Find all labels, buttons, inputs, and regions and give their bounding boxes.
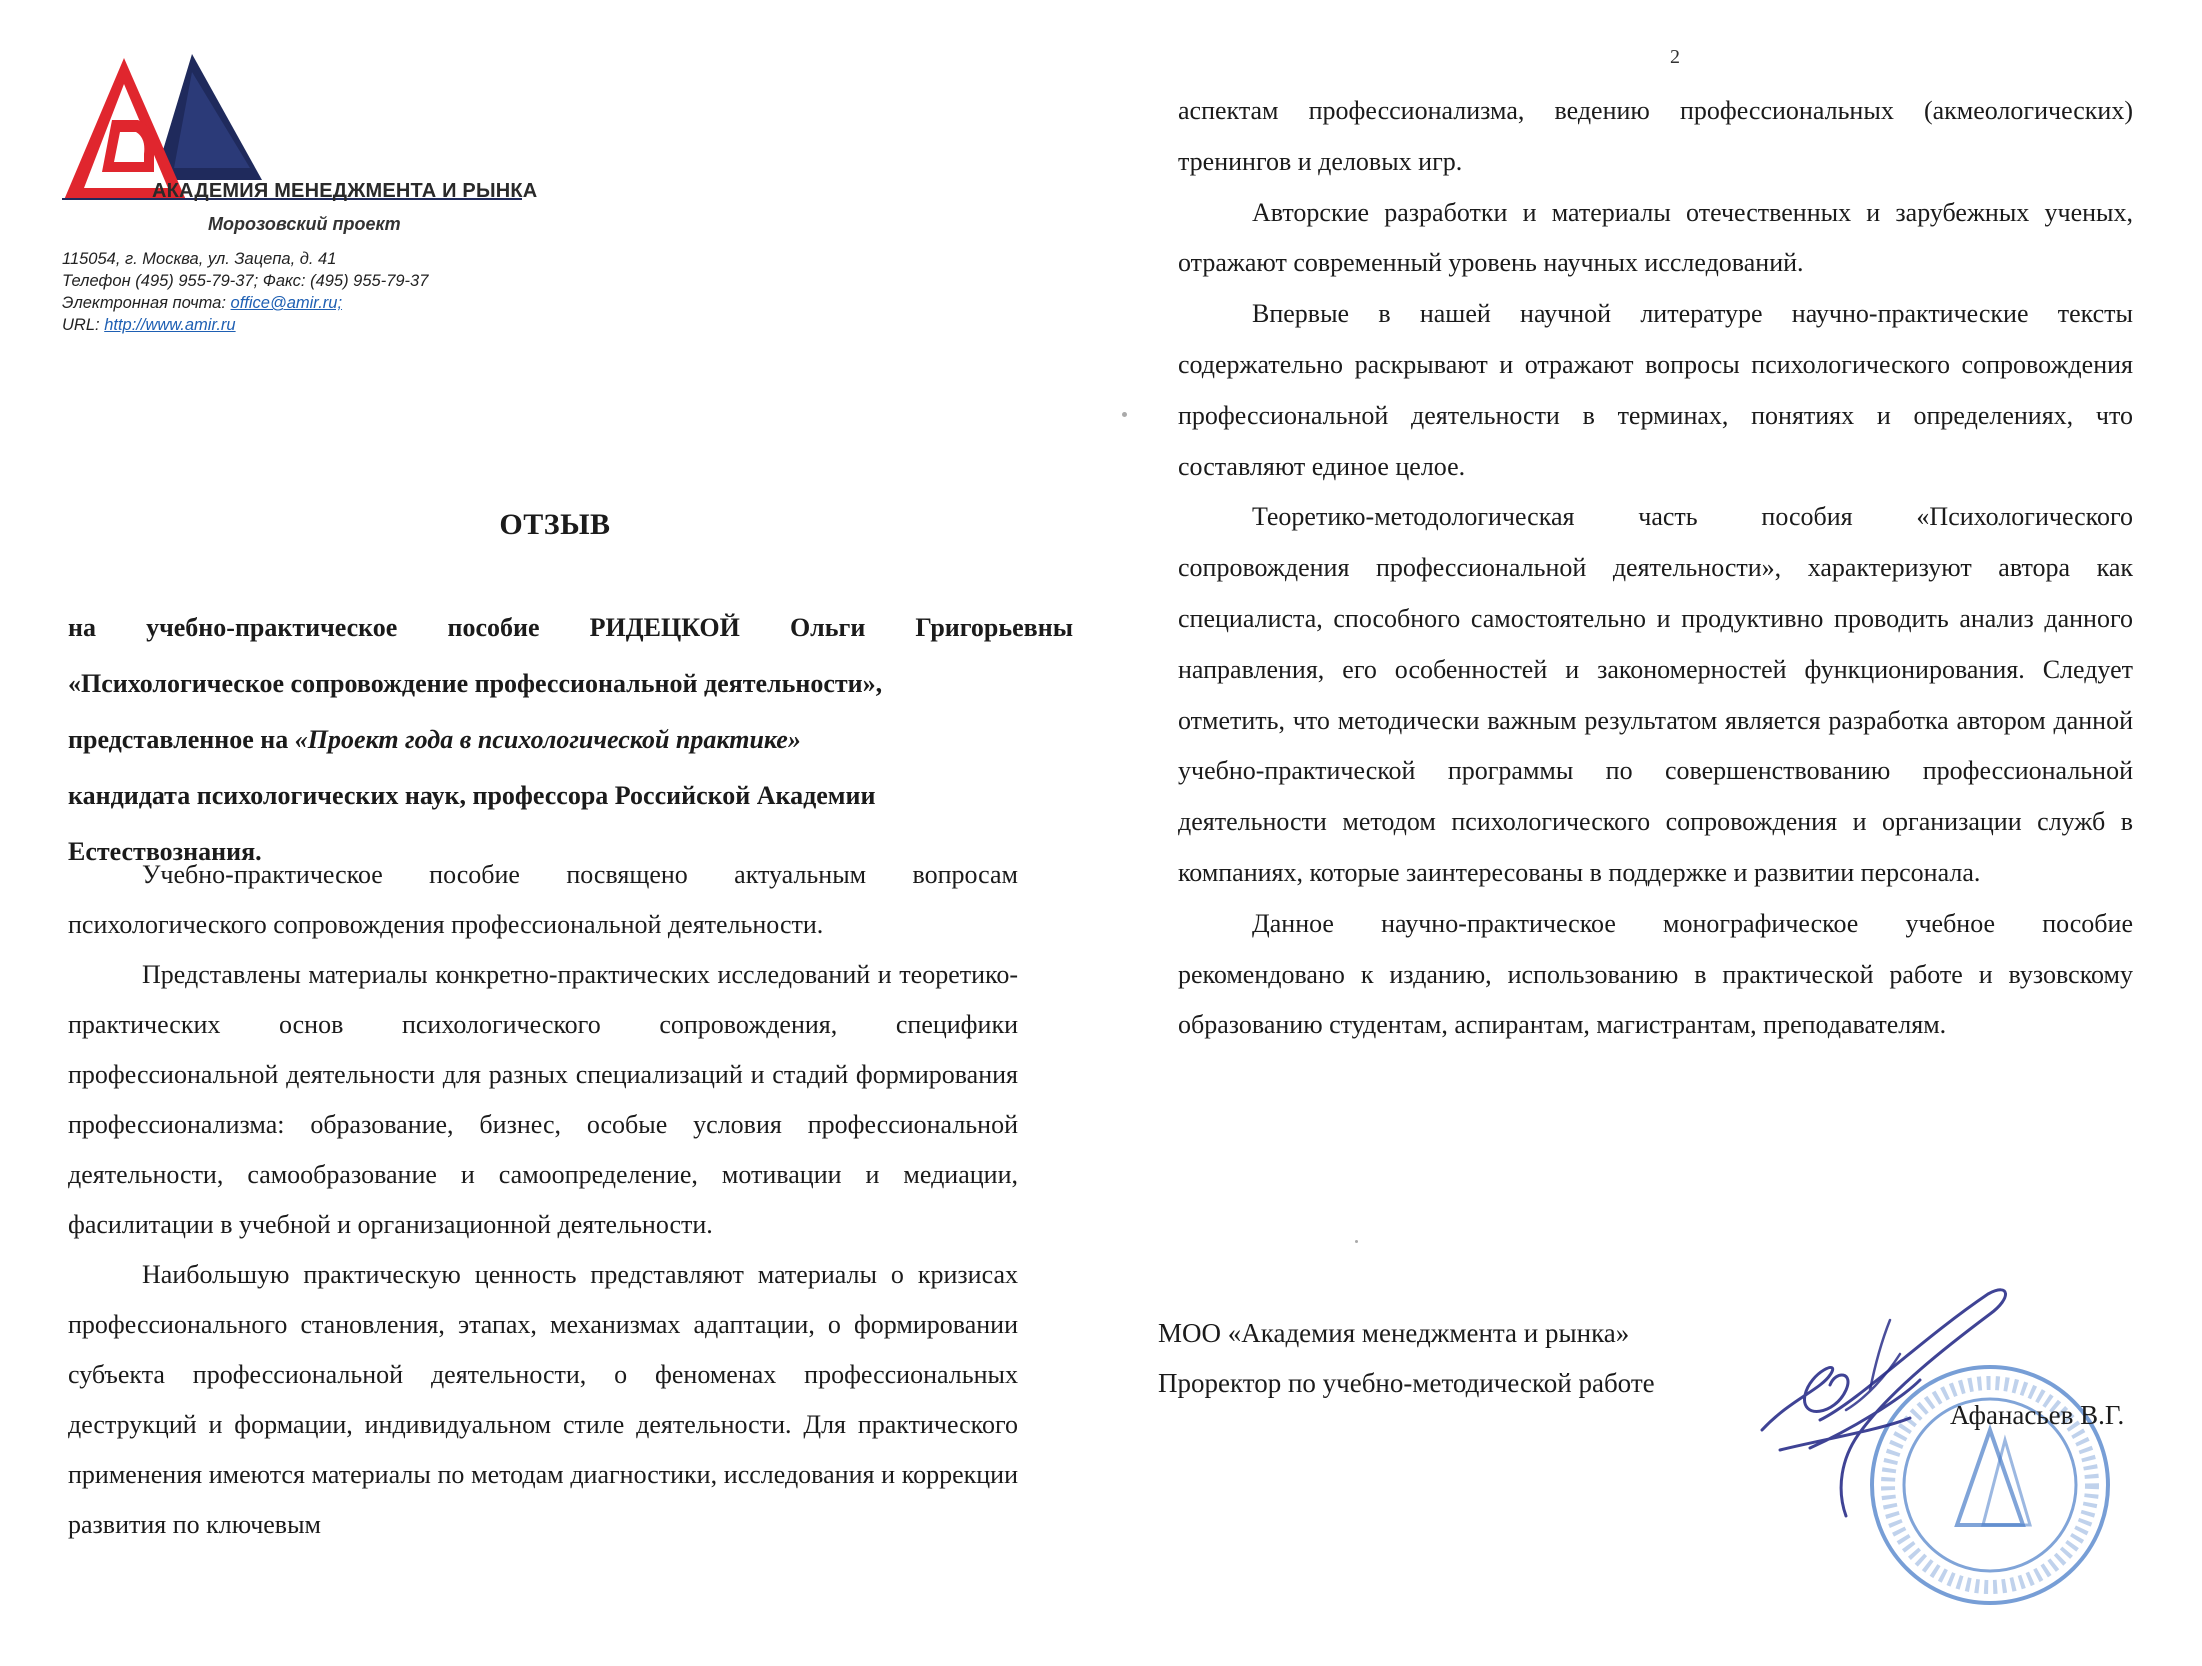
page-2-body xyxy=(1178,86,2133,1051)
email-link[interactable]: office@amir.ru; xyxy=(230,294,343,312)
signature-block xyxy=(1158,1308,1655,1408)
continued-paragraph: аспектам профессионализма, ведению профессиональных (акмеологических) тренингов и деловых игр. xyxy=(1178,96,2133,176)
paragraph: Данное научно-практическое монографическое учебное пособие рекомендовано к изданию, использованию в практической работе и вузовскому образованию студентам, аспирантам, магистрантам, преподавателям. xyxy=(1178,908,2133,1040)
signer-position: Проректор по учебно-методической работе xyxy=(1158,1368,1655,1398)
subject-line-3-prefix: представленное на xyxy=(68,725,289,754)
signer-name: Афанасьев В.Г. xyxy=(1950,1400,2125,1430)
subject-line-4: кандидата психологических наук, профессора Российской Академии xyxy=(68,781,876,810)
email-label: Электронная почта: xyxy=(62,294,226,312)
academy-logo-mark xyxy=(62,50,532,200)
page-1-body xyxy=(68,850,1018,1550)
scan-speck xyxy=(1122,412,1127,417)
website-link[interactable]: http://www.amir.ru xyxy=(104,316,236,334)
paragraph: Представлены материалы конкретно-практических исследований и теоретико-практических основ психологического сопровождения, специфики профессиональной деятельности для разных специализаций и стадий формирования профессионализма: образование, бизнес, особые условия профессиональной деятельности, самообразование и самоопределение, мотивации и медиации, фасилитации в учебной и организационной деятельности. xyxy=(68,960,1018,1239)
subject-line-2: «Психологическое сопровождение профессиональной деятельности», xyxy=(68,669,883,698)
signer-organization: МОО «Академия менеджмента и рынка» xyxy=(1158,1318,1630,1348)
paragraph: Учебно-практическое пособие посвящено актуальным вопросам психологического сопровождения профессиональной деятельности. xyxy=(68,860,1018,939)
academy-logo-name: АКАДЕМИЯ МЕНЕДЖМЕНТА И РЫНКА xyxy=(152,180,538,202)
subject-line-3 xyxy=(68,712,1073,768)
scan-speck xyxy=(1355,1240,1358,1243)
paragraph: Впервые в нашей научной литературе научно-практические тексты содержательно раскрывают и отражают вопросы психологического сопровождения профессиональной деятельности в терминах, понятиях и определениях, что составляют единое целое. xyxy=(1178,299,2133,481)
url-label: URL: xyxy=(62,316,100,334)
subject-project-name: «Проект года в психологической практике» xyxy=(294,725,801,754)
paragraph: Авторские разработки и материалы отечественных и зарубежных ученых, отражают современный уровень научных исследований. xyxy=(1178,197,2133,278)
paragraph: Теоретико-методологическая часть пособия «Психологического сопровождения профессиональной деятельности», характеризуют автора как специалиста, способного самостоятельно и продуктивно проводить анализ данного направления, его особенностей и закономерностей функционирования. Следует отметить, что методически важным результатом является разработка автором данной учебно-практической программы по совершенствованию профессиональной деятельности методом психологического сопровождения и организации служб в компаниях, которые заинтересованы в поддержке и развитии персонала. xyxy=(1178,502,2133,887)
url-line xyxy=(62,314,428,336)
paragraph: Наибольшую практическую ценность представляют материалы о кризисах профессионального становления, этапах, механизмах адаптации, о формировании субъекта профессиональной деятельности, о феноменах профессиональных деструкций и формации, индивидуальном стиле деятельности. Для практического применения имеются материалы по методам диагностики, исследования и коррекции развития по ключевым xyxy=(68,1260,1018,1539)
address-line: 115054, г. Москва, ул. Зацепа, д. 41 xyxy=(62,250,337,268)
subject-line-5: Естествознания. xyxy=(68,837,262,866)
document-title: ОТЗЫВ xyxy=(499,508,611,541)
academy-logo-subtitle: Морозовский проект xyxy=(208,214,401,234)
academy-logo xyxy=(62,50,538,240)
contact-block xyxy=(62,248,428,336)
review-subject xyxy=(68,600,1073,880)
page-number: 2 xyxy=(1670,46,1680,68)
subject-line-1: на учебно-практическое пособие РИДЕЦКОЙ Ольги Григорьевны xyxy=(68,613,1073,642)
email-line xyxy=(62,292,428,314)
page-2 xyxy=(1110,0,2202,1666)
phone-line: Телефон (495) 955-79-37; Факс: (495) 955-79-37 xyxy=(62,272,429,290)
